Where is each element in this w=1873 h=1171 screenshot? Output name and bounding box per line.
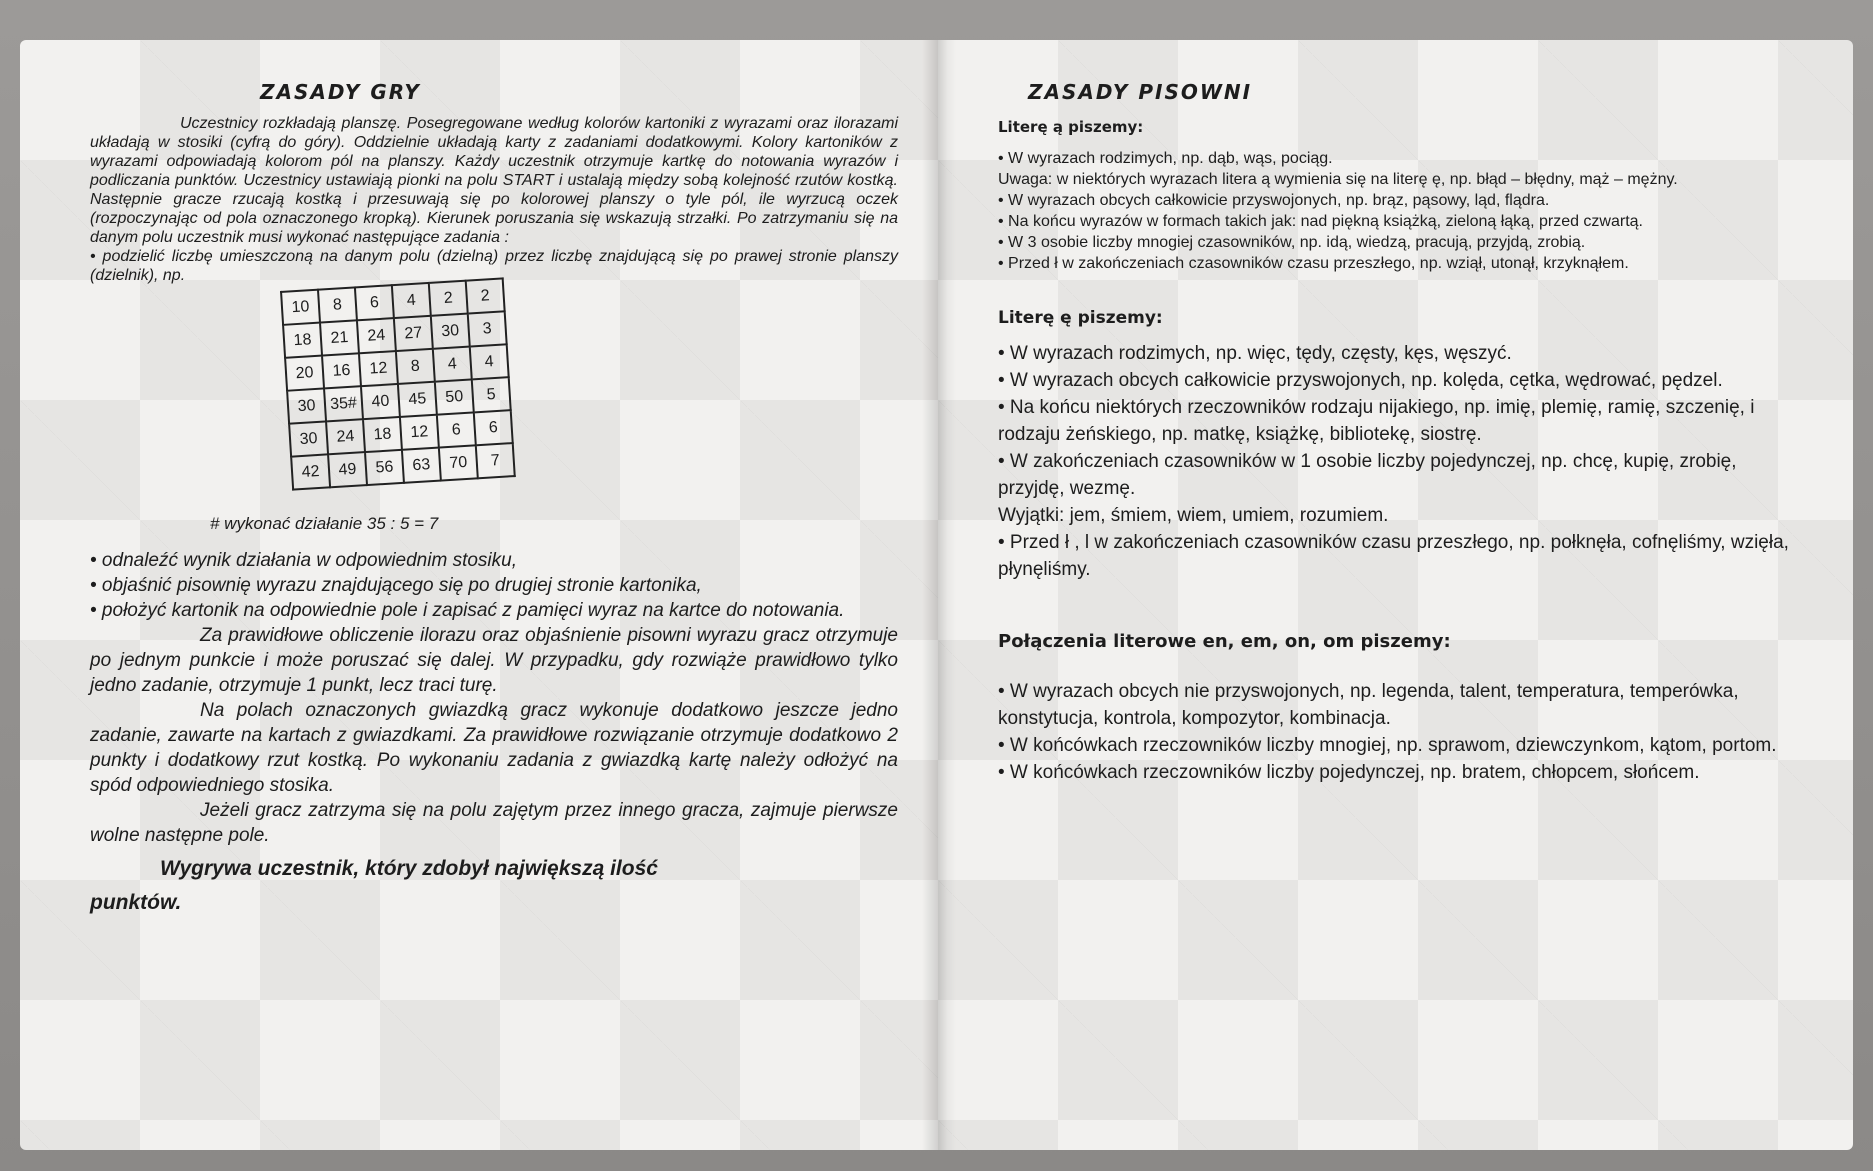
grid-cell: 6: [474, 410, 513, 445]
game-rules-lower: [90, 548, 898, 920]
conn-rule-singular: • W końcówkach rzeczowników liczby pojedynczej, np. bratem, chłopcem, słońcem.: [998, 762, 1700, 783]
grid-cell: 8: [396, 349, 435, 384]
star-paragraph: Na polach oznaczonych gwiazdką gracz wykonuje dodatkowo jeszcze jedno zadanie, zawarte na kartach z gwiazdkami. Za prawidłowe rozwiązanie otrzymuje dodatkowo 2 punkty i dodatkowy rzut kostką. Po wykonaniu zadania z gwiazdką kartę należy odłożyć na spód odpowiedniego stosika.: [90, 700, 898, 796]
bullet-find: • odnaleźć wynik działania w odpowiednim stosiku,: [90, 550, 517, 571]
game-rules-text: [90, 114, 898, 285]
grid-cell: 6: [437, 412, 476, 447]
grid-cell: 20: [285, 356, 324, 391]
grid-cell: 6: [355, 285, 394, 320]
winner-rule: [90, 852, 898, 920]
grid-cell: 50: [435, 379, 474, 414]
heading-letter-a: Literę ą piszemy:: [998, 118, 1144, 136]
grid-cell: 24: [357, 318, 396, 353]
conn-rule-plural: • W końcówkach rzeczowników liczby mnogiej, np. sprawom, dziewczynkom, kątom, portom.: [998, 735, 1777, 756]
grid-cell: 10: [281, 290, 320, 325]
intro-paragraph: Uczestnicy rozkładają planszę. Posegregowane według kolorów kartoniki z wyrazami oraz ilorazami układają w stosiki (cyfrą do góry). Oddzielnie układają karty z zadaniami dodatkowymi. Kolory kartoników z wyrazami odpowiadają kolorom pól na planszy. Każdy uczestnik otrzymuje kartkę do notowania wyrazów i podliczania punktów. Uczestnicy ustawiają pionki na polu START i ustalają między sobą kolejność rzutów kostką. Następnie gracze rzucają kostką i przesuwają się po kolorowej planszy o tyle pól, ile wyrzucą oczek (rozpoczynając od pola oznaczonego kropką). Kierunek poruszania się wskazują strzałki. Po zatrzymaniu się na danym polu uczestnik musi wykonać następujące zadania :: [90, 115, 898, 246]
grid-cell: 63: [402, 448, 441, 483]
spelling-rules-title: ZASADY PISOWNI: [1028, 80, 1253, 104]
grid-cell: 18: [283, 323, 322, 358]
winner-line-1: Wygrywa uczestnik, który zdobył największą ilość: [160, 857, 658, 880]
a-rule-foreign: • W wyrazach obcych całkowicie przyswojonych, np. brąz, pąsowy, ląd, flądra.: [998, 192, 1550, 209]
grid-cell: 30: [289, 421, 328, 456]
bullet-place: • położyć kartonik na odpowiednie pole i zapisać z pamięci wyraz na kartce do notowania.: [90, 600, 845, 621]
grid-cell: 24: [326, 419, 365, 454]
grid-cell: 45: [398, 382, 437, 417]
grid-cell: 40: [361, 384, 400, 419]
grid-cell: 8: [318, 287, 357, 322]
e-rule-1st-person: • W zakończeniach czasowników w 1 osobie liczby pojedynczej, np. chcę, kupię, zrobię, przyjdę, wezmę.: [998, 451, 1737, 499]
example-note: # wykonać działanie 35 : 5 = 7: [210, 514, 439, 533]
left-page: [20, 40, 938, 1150]
winner-line-2: punktów.: [90, 891, 182, 914]
heading-connections: Połączenia literowe en, em, on, om piszemy:: [998, 631, 1451, 652]
grid-cell: 2: [466, 278, 505, 313]
grid-cell: 21: [320, 320, 359, 355]
grid-cell: 12: [359, 351, 398, 386]
a-rule-3rd-person: • W 3 osobie liczby mnogiej czasowników, np. idą, wiedzą, pracują, przyjdą, zrobią.: [998, 234, 1586, 251]
bullet-explain: • objaśnić pisownię wyrazu znajdującego się po drugiej stronie kartonika,: [90, 575, 702, 596]
example-number-grid: [280, 277, 516, 490]
section-letter-e: [998, 308, 1803, 786]
grid-cell: 7: [476, 443, 515, 478]
grid-cell: 5: [472, 377, 511, 412]
grid-cell: 12: [400, 415, 439, 450]
grid-cell: 56: [365, 450, 404, 485]
e-rule-foreign: • W wyrazach obcych całkowicie przyswojonych, np. kolęda, cętka, wędrować, pędzel.: [998, 370, 1723, 391]
grid-cell: 42: [291, 454, 330, 489]
grid-cell: 30: [431, 314, 470, 349]
game-rules-title: ZASADY GRY: [260, 80, 421, 104]
grid-cell: 70: [439, 445, 478, 480]
divide-bullet: • podzielić liczbę umieszczoną na danym polu (dzielną) przez liczbę znajdującą się po prawej stronie planszy (dzielnik), np.: [90, 248, 898, 284]
a-rule-native: • W wyrazach rodzimych, np. dąb, wąs, pociąg.: [998, 150, 1333, 167]
e-rule-nouns: • Na końcu niektórych rzeczowników rodzaju nijakiego, np. imię, plemię, ramię, szczenię, i rodzaju żeńskiego, np. matkę, książkę, bibliotekę, siostrę.: [998, 397, 1755, 445]
grid-cell: 16: [322, 353, 361, 388]
grid-cell: 18: [363, 417, 402, 452]
right-page: [938, 40, 1853, 1150]
occupied-paragraph: Jeżeli gracz zatrzyma się na polu zajętym przez innego gracza, zajmuje pierwsze wolne następne pole.: [90, 800, 898, 846]
a-rule-endings: • Na końcu wyrazów w formach takich jak: nad piękną książką, zieloną łąką, przed czwartą.: [998, 213, 1643, 230]
grid-cell: 2: [429, 281, 468, 316]
heading-letter-e: Literę ę piszemy:: [998, 308, 1163, 328]
grid-cell: 3: [468, 311, 507, 346]
section-letter-a: [998, 118, 1803, 274]
grid-cell: 35#: [324, 386, 363, 421]
e-rule-exceptions: Wyjątki: jem, śmiem, wiem, umiem, rozumiem.: [998, 505, 1389, 526]
a-rule-past-tense: • Przed ł w zakończeniach czasowników czasu przeszłego, np. wziął, utonął, krzyknąłem.: [998, 255, 1629, 272]
grid-cell: 49: [328, 452, 367, 487]
grid-cell: 4: [433, 347, 472, 382]
grid-cell: 30: [287, 388, 326, 423]
book-spine: [922, 40, 956, 1150]
grid-cell: 4: [470, 344, 509, 379]
e-rule-native: • W wyrazach rodzimych, np. więc, tędy, częsty, kęs, węszyć.: [998, 343, 1512, 364]
conn-rule-foreign: • W wyrazach obcych nie przyswojonych, np. legenda, talent, temperatura, temperówka, konstytucja, kontrola, kompozytor, kombinacja.: [998, 681, 1739, 729]
e-rule-past-tense: • Przed ł , l w zakończeniach czasowników czasu przeszłego, np. połknęła, cofnęliśmy, wzięła, płynęliśmy.: [998, 532, 1789, 580]
scoring-paragraph: Za prawidłowe obliczenie ilorazu oraz objaśnienie pisowni wyrazu gracz otrzymuje po jednym punkcie i może poruszać się dalej. W przypadku, gdy rozwiąże prawidłowo tylko jedno zadanie, otrzymuje 1 punkt, lecz traci turę.: [90, 625, 898, 696]
grid-cell: 4: [392, 283, 431, 318]
a-rule-note: Uwaga: w niektórych wyrazach litera ą wymienia się na literę ę, np. błąd – błędny, mąż – mężny.: [998, 171, 1678, 188]
example-grid-wrapper: [90, 286, 898, 496]
grid-cell: 27: [394, 316, 433, 351]
